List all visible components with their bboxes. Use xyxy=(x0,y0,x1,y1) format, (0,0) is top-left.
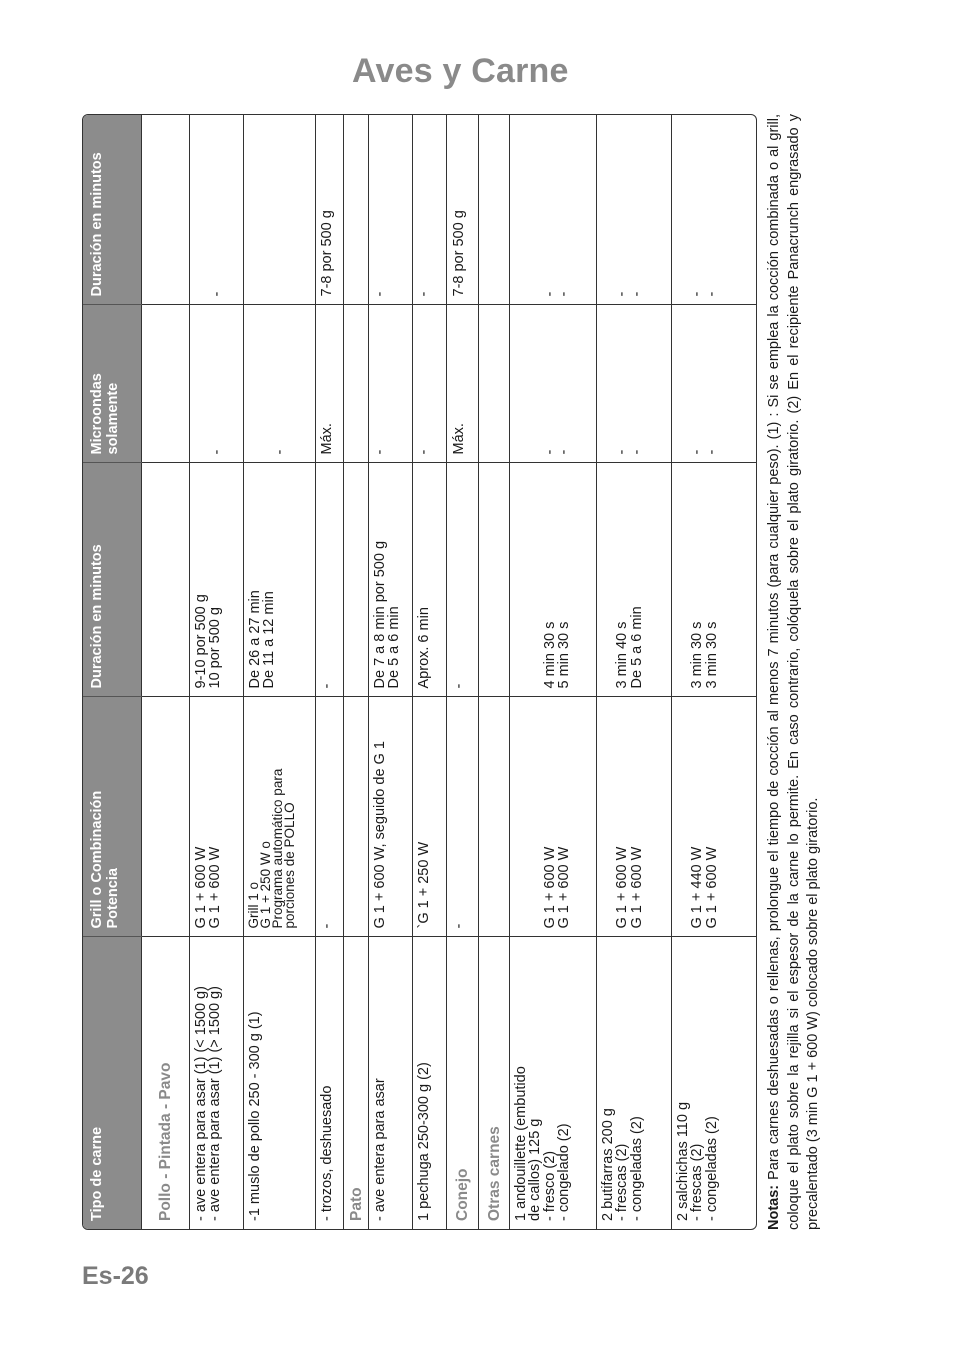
cell-meat: - ave entera para asar xyxy=(368,937,412,1229)
cell-duration: Aprox. 6 min xyxy=(412,463,446,697)
table-row xyxy=(412,114,446,1229)
cell-meat: -1 muslo de pollo 250 - 300 g (1) xyxy=(243,937,315,1229)
section-title: Pato xyxy=(343,937,368,1229)
section-title: Conejo xyxy=(446,937,478,1229)
cell-microwave: Máx. xyxy=(446,305,478,463)
meat-cooking-table xyxy=(83,114,757,1229)
notes-text: Para carnes deshuesadas o rellenas, prolongue el tiempo de cocción al menos 7 minutos (para cualquier peso). (1) : Si se emplea la cocción combinada o al grill, coloque el plato sobre la rejilla si el espesor de la carne lo permite. En caso contrario, colóquela sobre el plato giratorio. (2) En el recipiente Panacrunch engrasado y precalentado (3 min G 1 + 600 W) colocado sobre el plato giratorio. xyxy=(766,114,821,1230)
section-row-pollo xyxy=(141,114,189,1229)
cell-microwave-duration: - xyxy=(368,114,412,305)
cell-duration: 9-10 por 500 g 10 por 500 g xyxy=(189,463,243,697)
cell-microwave: Máx. xyxy=(315,305,343,463)
cell-duration: De 26 a 27 min De 11 a 12 min xyxy=(243,463,315,697)
cell-power: G 1 + 440 W G 1 + 600 W xyxy=(671,697,757,937)
cell-power: G 1 + 600 W G 1 + 600 W xyxy=(509,697,596,937)
table-row xyxy=(509,114,596,1229)
page-number: Es-26 xyxy=(82,1262,149,1290)
cell-microwave-duration: - - xyxy=(671,114,757,305)
cell-power: - xyxy=(446,697,478,937)
table-row xyxy=(315,114,343,1229)
cooking-table xyxy=(82,114,757,1230)
cell-duration: 3 min 40 s De 5 a 6 min xyxy=(596,463,671,697)
cell-duration: - xyxy=(446,463,478,697)
cell-microwave: - - xyxy=(509,305,596,463)
cell-microwave: - - xyxy=(596,305,671,463)
cell-microwave-duration xyxy=(243,114,315,305)
cell-duration: 3 min 30 s 3 min 30 s xyxy=(671,463,757,697)
cell-microwave-duration: - - xyxy=(509,114,596,305)
cell-meat: - trozos, deshuesado xyxy=(315,937,343,1229)
table-row xyxy=(243,114,315,1229)
cell-duration: De 7 a 8 min por 500 g De 5 a 6 min xyxy=(368,463,412,697)
section-row-pato xyxy=(343,114,368,1229)
section-title: Otras carnes xyxy=(478,937,509,1229)
cell-microwave: - - xyxy=(671,305,757,463)
header-duration-grill: Duración en minutos xyxy=(83,463,141,697)
section-title: Pollo - Pintada - Pavo xyxy=(141,937,189,1229)
cell-power: - xyxy=(315,697,343,937)
table-header-row xyxy=(83,114,141,1229)
header-duration-microwave: Duración en minutos xyxy=(83,114,141,305)
table-row xyxy=(671,114,757,1229)
cell-microwave: - xyxy=(243,305,315,463)
cell-power: G 1 + 600 W G 1 + 600 W xyxy=(596,697,671,937)
header-meat-type: Tipo de carne xyxy=(83,937,141,1229)
cell-microwave-duration: - xyxy=(189,114,243,305)
cell-microwave-duration: 7-8 por 500 g xyxy=(315,114,343,305)
section-row-conejo xyxy=(446,114,478,1229)
cell-meat: 2 salchichas 110 g - frescas (2) - congeladas (2) xyxy=(671,937,757,1229)
cell-microwave-duration: - - xyxy=(596,114,671,305)
section-row-otras xyxy=(478,114,509,1229)
cell-duration: 4 min 30 s 5 min 30 s xyxy=(509,463,596,697)
cell-power: G 1 + 600 W G 1 + 600 W xyxy=(189,697,243,937)
cell-microwave-duration: 7-8 por 500 g xyxy=(446,114,478,305)
cell-meat: - ave entera para asar (1) (< 1500 g) - ave entera para asar (1) (> 1500 g) xyxy=(189,937,243,1229)
table-row xyxy=(368,114,412,1229)
cell-meat: 1 andouillette (embutido de callos) 125 g - fresco (2) - congelado (2) xyxy=(509,937,596,1229)
notes-label: Notas: xyxy=(766,1184,782,1230)
cell-microwave: - xyxy=(412,305,446,463)
table-row xyxy=(596,114,671,1229)
cell-meat: 1 pechuga 250-300 g (2) xyxy=(412,937,446,1229)
page-title: Aves y Carne xyxy=(352,52,569,90)
header-microwave-only: Microondas solamente xyxy=(83,305,141,463)
header-grill-power: Grill o Combinación Potencia xyxy=(83,697,141,937)
cell-power: `G 1 + 250 W xyxy=(412,697,446,937)
table-row xyxy=(189,114,243,1229)
cell-meat: 2 butifarras 200 g - frescas (2) - congeladas (2) xyxy=(596,937,671,1229)
cell-microwave-duration: - xyxy=(412,114,446,305)
cell-power: G 1 + 600 W, seguido de G 1 xyxy=(368,697,412,937)
cell-microwave: - xyxy=(368,305,412,463)
cell-power: Grill 1 o G 1 + 250 W o Programa automático para porciones de POLLO xyxy=(243,697,315,937)
rotated-content xyxy=(82,114,821,1230)
cell-duration: - xyxy=(315,463,343,697)
notes-paragraph xyxy=(765,114,824,1230)
cell-microwave: - xyxy=(189,305,243,463)
